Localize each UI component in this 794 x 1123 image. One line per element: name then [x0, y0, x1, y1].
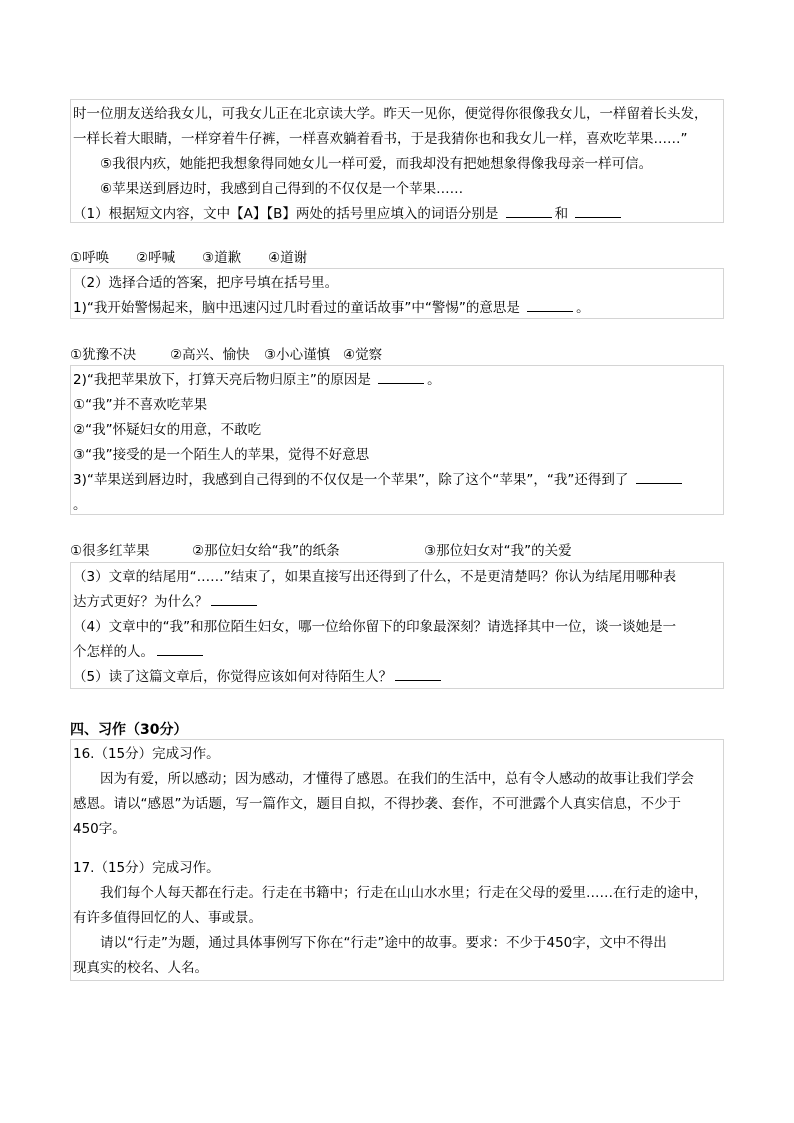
options-3: [70, 541, 572, 561]
answer-blank[interactable]: [636, 471, 682, 484]
options-1: [70, 248, 307, 268]
option: ①呼唤: [70, 250, 110, 266]
question-5-text: （5）读了这篇文章后，你觉得应该如何对待陌生人？: [73, 669, 393, 685]
passage-line: ⑤我很内疚，她能把我想象得同她女儿一样可爱，而我却没有把她想象得像我母亲一样可信。: [100, 156, 653, 172]
question-5: [73, 665, 721, 690]
question-2-intro: （2）选择合适的答案，把序号填在括号里。: [73, 275, 339, 291]
question-17-text: 请以“行走”为题，通过具体事例写下你在“行走”途中的故事。要求：不少于450字，文中不得出: [100, 935, 667, 951]
question-17-title: 17.（15分）完成习作。: [73, 860, 220, 876]
question-text: 2)“我把苹果放下，打算天亮后物归原主”的原因是: [73, 372, 371, 388]
question-16-title: 16.（15分）完成习作。: [73, 746, 220, 762]
question-17-text: 我们每个人每天都在行走。行走在书籍中；行走在山山水水里；行走在父母的爱里……在行走的途中，: [100, 885, 708, 901]
choice: ①“我”并不喜欢吃苹果: [73, 397, 208, 413]
option: ④觉察: [343, 347, 383, 363]
question-3-text: （3）文章的结尾用“……”结束了，如果直接写出还得到了什么，不是更清楚吗？你认为结尾用哪种表: [73, 569, 677, 585]
option: ①犹豫不决: [70, 347, 137, 363]
choice: ②“我”怀疑妇女的用意，不敢吃: [73, 422, 262, 438]
question-3-end: [73, 590, 721, 615]
option: ③那位妇女对“我”的关爱: [424, 543, 572, 559]
option: ③小心谨慎: [264, 347, 331, 363]
passage-box: [70, 99, 724, 223]
option: ②呼喊: [136, 250, 176, 266]
answer-blank[interactable]: [157, 643, 203, 656]
question-3-text: 达方式更好？为什么？: [73, 594, 208, 610]
question-16-text: 450字。: [73, 821, 126, 837]
question-1-text: （1）根据短文内容，文中【A】【B】两处的括号里应填入的词语分别是: [73, 206, 499, 222]
answer-blank[interactable]: [211, 593, 257, 606]
answer-blank[interactable]: [395, 668, 441, 681]
option: ②高兴、愉快: [170, 347, 250, 363]
answer-blank[interactable]: [527, 299, 573, 312]
section-heading: 四、习作（30分）: [70, 722, 188, 738]
answer-blank-a[interactable]: [506, 205, 552, 218]
question-2b-box: [70, 365, 724, 515]
answer-blank-b[interactable]: [575, 205, 621, 218]
question-4-text: 个怎样的人。: [73, 644, 154, 660]
choice: ③“我”接受的是一个陌生人的苹果，觉得不好意思: [73, 447, 370, 463]
and-text: 和: [554, 206, 569, 222]
options-2: [70, 345, 382, 365]
option: ①很多红苹果: [70, 543, 150, 559]
question-17-text: 有许多值得回忆的人、事或景。: [73, 910, 262, 926]
passage-line: 一样长着大眼睛，一样穿着牛仔裤，一样喜欢躺着看书，于是我猜你也和我女儿一样，喜欢吃苹果……”: [73, 131, 688, 147]
option: ②那位妇女给“我”的纸条: [192, 543, 340, 559]
question-4-end: [73, 640, 721, 665]
question-1: [73, 202, 721, 227]
question-text: 3)“苹果送到唇边时，我感到自己得到的不仅仅是一个苹果”，除了这个“苹果”，“我”还得到了: [73, 472, 629, 488]
question-2-sub2: [73, 368, 721, 393]
question-2-box: [70, 268, 724, 319]
passage-line: ⑥苹果送到唇边时，我感到自己得到的不仅仅是一个苹果……: [100, 181, 464, 197]
option: ④道谢: [268, 250, 308, 266]
question-text: 1)“我开始警惕起来，脑中迅速闪过几时看过的童话故事”中“警惕”的意思是: [73, 300, 520, 316]
question-2-sub3: [73, 468, 721, 493]
question-16-text: 感恩。请以“感恩”为话题，写一篇作文，题目自拟，不得抄袭、套作，不可泄露个人真实信息，不少于: [73, 796, 681, 812]
option: ③道歉: [202, 250, 242, 266]
answer-blank[interactable]: [378, 371, 424, 384]
question-2-sub1: [73, 296, 721, 321]
question-4-text: （4）文章中的“我”和那位陌生妇女，哪一位给你留下的印象最深刻？请选择其中一位，谈一谈她是一: [73, 619, 677, 635]
period: 。: [576, 300, 590, 316]
period: 。: [73, 497, 87, 513]
passage-line: 时一位朋友送给我女儿，可我女儿正在北京读大学。昨天一见你，便觉得你很像我女儿，一样留着长头发，: [73, 106, 708, 122]
questions-3-5-box: [70, 562, 724, 689]
question-16-text: 因为有爱，所以感动；因为感动，才懂得了感恩。在我们的生活中，总有令人感动的故事让我们学会: [100, 771, 694, 787]
period: 。: [427, 372, 441, 388]
question-17-text: 现真实的校名、人名。: [73, 960, 208, 976]
composition-box: [70, 739, 724, 981]
